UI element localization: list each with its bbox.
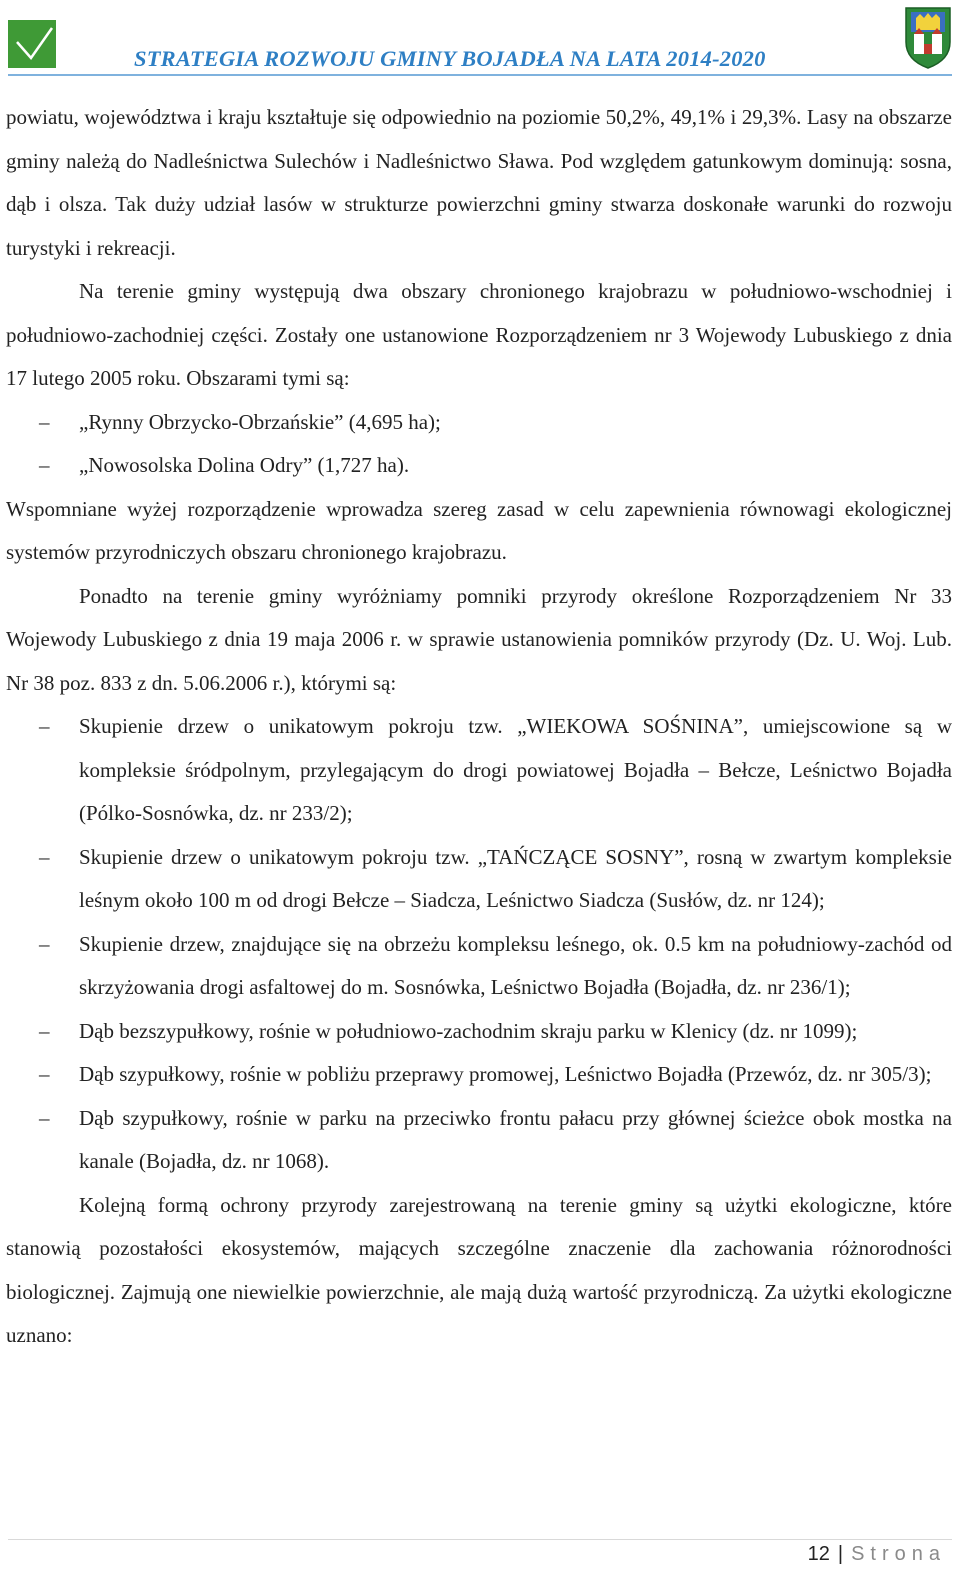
list-item: – „Nowosolska Dolina Odry” (1,727 ha).: [6, 444, 952, 488]
dash-bullet: –: [39, 453, 50, 477]
dash-bullet: –: [39, 1018, 50, 1043]
footer-separator: |: [837, 1543, 844, 1565]
paragraph-regulation: Wspomniane wyżej rozporządzenie wprowadza szereg zasad w celu zapewnienia równowagi ekologicznej systemów przyrodniczych obszaru chronionego krajobrazu.: [6, 496, 952, 564]
list-item: – Dąb szypułkowy, rośnie w parku na przeciwko frontu pałacu przy głównej ścieżce obok mostka na kanale (Bojadła, dz. nr 1068).: [6, 1097, 952, 1184]
dash-bullet: –: [39, 409, 50, 434]
page-label: Strona: [851, 1543, 946, 1565]
header-divider: [8, 74, 952, 76]
dash-bullet: –: [39, 1105, 50, 1130]
coat-of-arms-icon: [902, 4, 954, 70]
page-number: 12: [807, 1543, 830, 1565]
list-item: – Skupienie drzew, znajdujące się na obrzeżu kompleksu leśnego, ok. 0.5 km na południowy-zachód od skrzyżowania drogi asfaltowej do m. Sosnówka, Leśnictwo Bojadła (Bojadła, dz. nr 236/1);: [6, 923, 952, 1010]
list-item: – „Rynny Obrzycko-Obrzańskie” (4,695 ha);: [6, 401, 952, 445]
document-title: STRATEGIA ROZWOJU GMINY BOJADŁA NA LATA 2014-2020: [134, 46, 766, 71]
dash-bullet: –: [39, 714, 50, 738]
protected-areas-list: [6, 401, 952, 488]
list-item: – Dąb szypułkowy, rośnie w pobliżu przeprawy promowej, Leśnictwo Bojadła (Przewóz, dz. nr 305/3);: [6, 1053, 952, 1097]
list-item: – Dąb bezszypułkowy, rośnie w południowo-zachodnim skraju parku w Klenicy (dz. nr 1099);: [6, 1010, 952, 1054]
document-body: [6, 96, 952, 1358]
nature-monuments-list: [6, 705, 952, 1184]
paragraph-protected-landscape: Na terenie gminy występują dwa obszary chronionego krajobrazu w południowo-wschodniej i południowo-zachodniej części. Zostały one ustanowione Rozporządzeniem nr 3 Wojewody Lubuskiego z dnia 17 lutego 2005 roku. Obszarami tymi są:: [6, 279, 952, 390]
page-footer: [808, 1540, 946, 1568]
dash-bullet: –: [39, 931, 50, 956]
dash-bullet: –: [39, 844, 50, 869]
list-item: – Skupienie drzew o unikatowym pokroju tzw. „WIEKOWA SOŚNINA”, umiejscowione są w kompleksie śródpolnym, przylegającym do drogi powiatowej Bojadła – Bełcze, Leśnictwo Bojadła (Pólko-Sosnówka, dz. nr 233/2);: [6, 705, 952, 836]
dash-bullet: –: [39, 1062, 50, 1086]
paragraph-ecological-sites: Kolejną formą ochrony przyrody zarejestrowaną na terenie gminy są użytki ekologiczne, które stanowią pozostałości ekosystemów, mających szczególne znaczenie dla zachowania różnorodności biologicznej. Zajmują one niewielkie powierzchnie, ale mają dużą wartość przyrodniczą. Za użytki ekologiczne uznano:: [6, 1192, 952, 1347]
list-item: – Skupienie drzew o unikatowym pokroju tzw. „TAŃCZĄCE SOSNY”, rosną w zwartym kompleksie leśnym około 100 m od drogi Bełcze – Siadcza, Leśnictwo Siadcza (Susłów, dz. nr 124);: [6, 836, 952, 923]
checkmark-logo-icon: [8, 20, 56, 68]
paragraph-forests: powiatu, województwa i kraju kształtuje się odpowiednio na poziomie 50,2%, 49,1% i 29,3%. Lasy na obszarze gminy należą do Nadleśnictwa Sulechów i Nadleśnictwo Sława. Pod względem gatunkowym dominują: sosna, dąb i olsza. Tak duży udział lasów w strukturze powierzchni gminy stwarza doskonałe warunki do rozwoju turystyki i rekreacji.: [6, 105, 952, 260]
paragraph-monuments-intro: Ponadto na terenie gminy wyróżniamy pomniki przyrody określone Rozporządzeniem Nr 33 Wojewody Lubuskiego z dnia 19 maja 2006 r. w sprawie ustanowienia pomników przyrody (Dz. U. Woj. Lub. Nr 38 poz. 833 z dn. 5.06.2006 r.), którymi są:: [6, 583, 952, 695]
page-header: [0, 0, 960, 80]
